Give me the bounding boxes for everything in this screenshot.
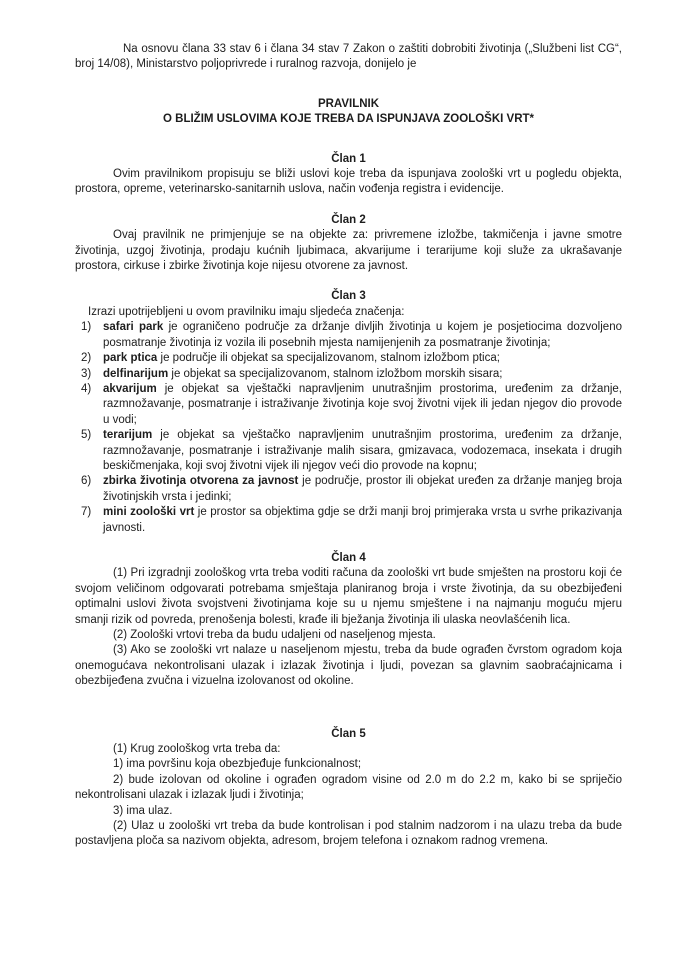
articles-container <box>75 152 622 850</box>
definition-term: akvarijum <box>103 382 157 395</box>
definition-item <box>75 505 622 536</box>
definition-text: je ograničeno područje za držanje divljih životinja u kojem je posjetiocima dozvoljeno posmatranje životinja iz vozila ili posebnih mjesta namijenjenih za posmatranje životinja; <box>103 321 622 349</box>
article-paragraph: Ovaj pravilnik ne primjenjuje se na objekte za: privremene izložbe, takmičenja i javne smotre životinja, uzgoj životinja, prodaju kućnih ljubimaca, akvarijume i terarijume koji služe za ukrašavanje prostora, cirkuse i zbirke životinja koje nijesu otvorene za javnost. <box>75 229 622 273</box>
article-paragraph: Ovim pravilnikom propisuju se bliži uslovi koje treba da ispunjava zoološki vrt u pogledu objekta, prostora, opreme, veterinarsko-sanitarnih uslova, način vođenja registra i evidencije. <box>75 168 622 196</box>
article-lead: Izrazi upotrijebljeni u ovom pravilniku imaju sljedeća značenja: <box>88 305 405 318</box>
definition-term: park ptica <box>103 352 158 365</box>
definition-number: 2) <box>81 352 92 365</box>
article-section <box>75 727 622 850</box>
definition-number: 1) <box>81 321 92 334</box>
definition-number: 5) <box>81 429 92 442</box>
definition-text: je objekat sa vještački napravljenim unutrašnjim prostorima, uređenim za držanje, razmnožavanje, posmatranje i istraživanje životinja koje svoj životni vijek ili jedan njegov dio provode u vodi; <box>103 382 622 426</box>
definition-number: 3) <box>81 367 92 380</box>
article-section <box>75 289 622 536</box>
definition-list <box>75 320 622 536</box>
definition-number: 6) <box>81 475 92 488</box>
definition-term: zbirka životinja otvorena za javnost <box>103 475 299 488</box>
intro-paragraph: Na osnovu člana 33 stav 6 i člana 34 stav 7 Zakon o zaštiti dobrobiti životinja („Službeni list CG“, broj 14/08), Ministarstvo poljoprivrede i ruralnog razvoja, donijelo je <box>75 43 622 71</box>
title-line-1: PRAVILNIK <box>317 97 380 110</box>
article-section <box>75 213 622 275</box>
definition-text: je područje, prostor ili objekat uređen za držanje manjeg broja životinjskih vrsta i jedinki; <box>103 475 623 503</box>
article-paragraph: (1) Krug zoološkog vrta treba da: <box>113 743 281 756</box>
definition-term: mini zoološki vrt <box>103 506 195 519</box>
article-paragraph: 3) ima ulaz. <box>113 804 173 817</box>
definition-item <box>75 367 622 382</box>
article-paragraph: (2) Ulaz u zoološki vrt treba da bude kontrolisan i pod stalnim nadzorom i na ulazu treba da bude postavljena ploča sa nazivom objekta, adresom, brojem telefona i oznakom radnog vremena. <box>75 820 622 848</box>
article-heading: Član 5 <box>331 727 366 740</box>
article-paragraph: (2) Zoološki vrtovi treba da budu udaljeni od naseljenog mjesta. <box>113 629 436 641</box>
definition-item <box>75 320 622 351</box>
definition-term: delfinarijum <box>103 367 169 380</box>
definition-text: je objekat sa specijalizovanom, stalnom izložbom morskih sisara; <box>171 367 503 380</box>
article-paragraph: 2) bude izolovan od okoline i ograđen ogradom visine od 2.0 m do 2.2 m, kako bi se spriječio nekontrolisani ulazak i izlazak ljudi i životinja; <box>75 773 622 802</box>
article-section <box>75 152 622 198</box>
definition-number: 7) <box>81 506 92 519</box>
definition-text: je prostor sa objektima gdje se drži manji broj primjeraka vrsta u svrhe prikazivanja javnosti. <box>103 506 622 534</box>
article-heading: Član 1 <box>331 152 366 165</box>
definition-item <box>75 474 622 505</box>
definition-term: safari park <box>103 321 164 334</box>
definition-item <box>75 428 622 474</box>
definition-text: je objekat sa vještačko napravljenim unutrašnjim prostorima, uređenim za držanje, razmnožavanje, posmatranje i istraživanje malih sisara, gmizavaca, vodozemaca, insekata i drugih beskičmenjaka, koji svoj životni vijek ili njegov veći dio provode na kopnu; <box>103 429 622 472</box>
definition-term: terarijum <box>103 429 153 442</box>
article-paragraph: 1) ima površinu koja obezbjeđuje funkcionalnost; <box>113 758 362 771</box>
definition-number: 4) <box>81 382 92 395</box>
article-paragraph: (3) Ako se zoološki vrt nalaze u naseljenom mjestu, treba da bude ograđen čvrstom ogradom koja onemogućava nekontrolisani ulazak i izlazak životinja i ljudi, povezan sa glavnim saobraćajnicama i obezbijeđena zvučna i vizuelna izolovanost od okoline. <box>75 644 622 688</box>
document-title <box>75 97 622 128</box>
definition-item <box>75 351 622 366</box>
article-heading: Član 3 <box>331 290 366 303</box>
article-paragraph: (1) Pri izgradnji zoološkog vrta treba voditi računa da zoološki vrt bude smješten na prostoru koji će svojom veličinom odgovarati potrebama smještaja planiranog broja i vrste životinja, da su obezbijeđeni optimalni uslovi života svojstveni životinjama koje su u njemu smještene i na najmanju moguću mjeru smanji rizik od povreda, prenošenja bolesti, krađe ili bježanja životinja ili ulaska neovlašćenih lica. <box>75 567 622 626</box>
title-line-2: O BLIŽIM USLOVIMA KOJE TREBA DA ISPUNJAVA ZOOLOŠKI VRT* <box>163 113 534 126</box>
definition-text: je područje ili objekat sa specijalizovanom, stalnom izložbom ptica; <box>160 352 500 365</box>
article-heading: Član 4 <box>331 551 366 564</box>
article-section <box>75 551 622 690</box>
definition-item <box>75 382 622 428</box>
article-heading: Član 2 <box>331 213 366 226</box>
